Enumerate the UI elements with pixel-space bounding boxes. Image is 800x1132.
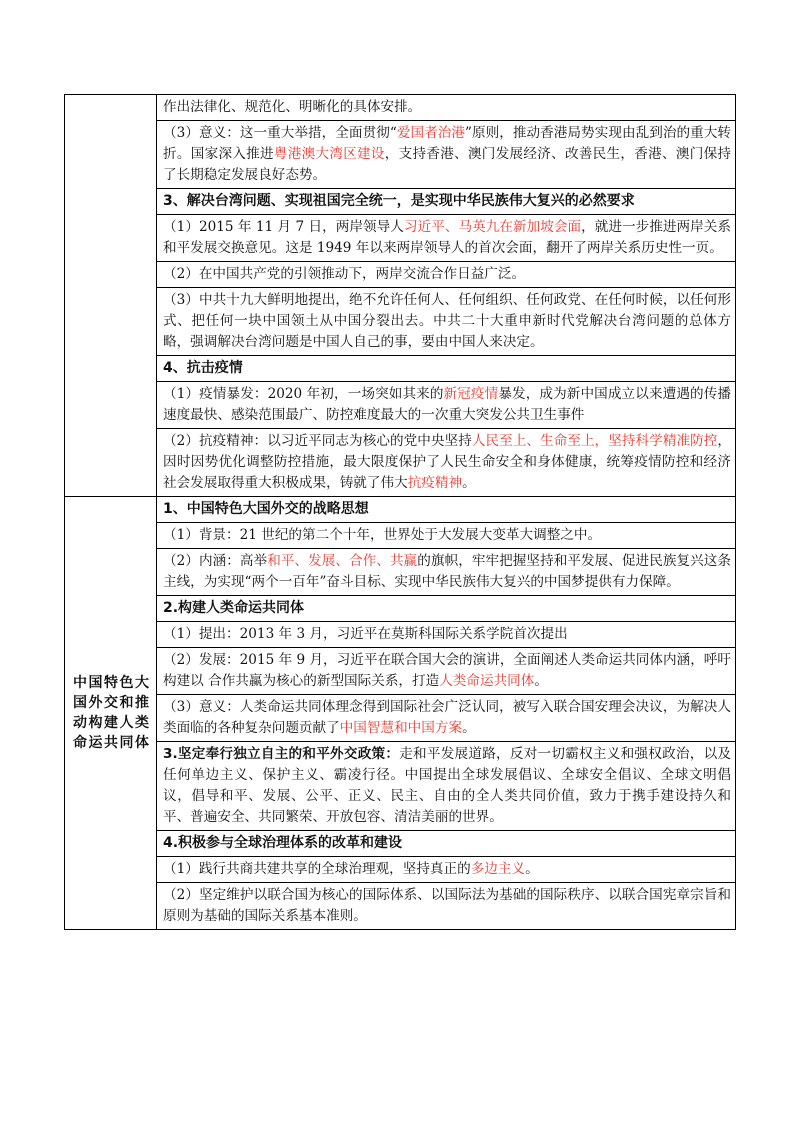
content-paragraph xyxy=(157,428,735,496)
highlight-text: 中国智慧和中国方案 xyxy=(339,720,463,736)
highlight-text: 新冠疫情 xyxy=(443,386,499,402)
section-content-cell xyxy=(157,95,736,497)
content-paragraph xyxy=(157,694,735,741)
section-heading xyxy=(157,830,735,856)
section-row xyxy=(65,497,736,930)
section-heading xyxy=(157,188,735,214)
section-label-cell xyxy=(65,95,157,497)
text-run: 。 xyxy=(525,861,539,877)
text-run: （2）内涵：高举 xyxy=(163,553,268,569)
highlight-text: 人类命运共同体 xyxy=(439,673,535,689)
text-run: 暴发，成为新中国成立以来遭遇的传播速度最快、感染范围最广、防控难度最大的一次重大突发公共卫生事件 xyxy=(163,386,732,423)
text-run: ”原则，推动香港局势实现由乱到治的重大转折。国家深入推进 xyxy=(163,125,731,162)
content-paragraph xyxy=(157,287,735,355)
highlight-text: 粤港澳大湾区建设 xyxy=(273,146,385,162)
content-paragraph xyxy=(157,261,735,287)
section-heading xyxy=(157,355,735,381)
section-heading xyxy=(157,497,735,522)
highlight-text: 和平、发展、合作、共赢 xyxy=(267,553,418,569)
text-run: （1）背景：21 世纪的第二个十年，世界处于大发展大变革大调整之中。 xyxy=(163,527,602,543)
content-paragraph xyxy=(157,95,735,120)
text-run: （1）疫情暴发：2020 年初，一场突如其来的 xyxy=(163,386,444,402)
text-run: ，因时因势优化调整防控措施，最大限度保护了人民生命安全和身体健康，统筹疫情防控和经济社会发展取得重大积极成果，铸就了伟大 xyxy=(163,433,732,491)
content-paragraph xyxy=(157,621,735,647)
section-rows xyxy=(157,497,735,929)
section-row xyxy=(65,95,736,497)
text-run: 1、中国特色大国外交的战略思想 xyxy=(163,501,369,517)
content-paragraph xyxy=(157,522,735,548)
content-paragraph xyxy=(157,548,735,595)
highlight-text: 人民至上、生命至上，坚持科学精准防控 xyxy=(471,433,718,449)
content-paragraph xyxy=(157,120,735,188)
text-run: ，就进一步推进两岸关系和平发展交换意见。这是 1949 年以来两岸领导人的首次会面，翻开了两岸关系历史性一页。 xyxy=(163,219,732,256)
highlight-text: 习近平、马英九在新加坡会面 xyxy=(403,219,582,235)
section-label: 中国特色大国外交和推动构建人类命运共同体 xyxy=(73,675,150,751)
content-paragraph xyxy=(157,856,735,882)
text-run: 。 xyxy=(534,673,548,689)
text-run: 4、抗击疫情 xyxy=(163,360,243,376)
text-run: 3、解决台湾问题、实现祖国完全统一，是实现中华民族伟大复兴的必然要求 xyxy=(163,193,635,209)
text-run: （1）2015 年 11 月 7 日，两岸领导人 xyxy=(163,219,404,235)
text-run: 。 xyxy=(462,475,476,491)
content-paragraph xyxy=(157,381,735,428)
section-label-cell xyxy=(65,497,157,930)
content-paragraph xyxy=(157,214,735,261)
content-paragraph xyxy=(157,741,735,830)
highlight-text: 多边主义 xyxy=(470,861,526,877)
section-heading xyxy=(157,595,735,621)
section-content-cell xyxy=(157,497,736,930)
text-run: （1）提出：2013 年 3 月，习近平在莫斯科国际关系学院首次提出 xyxy=(163,626,568,642)
text-run: 作出法律化、规范化、明晰化的具体安排。 xyxy=(163,99,422,115)
text-run: 2.构建人类命运共同体 xyxy=(163,600,305,616)
text-run: （2）抗疫精神：以习近平同志为核心的党中央坚持 xyxy=(163,433,472,449)
text-run: ，支持香港、澳门发展经济、改善民生，香港、澳门保持了长期稳定发展良好态势。 xyxy=(163,146,732,183)
text-run: （3）中共十九大鲜明地提出，绝不允许任何人、任何组织、任何政党、在任何时候，以任何形式、把任何一块中国领土从中国分裂出去。中共二十大重申新时代党解决台湾问题的总体方略，强调解决台湾问题是中国人自己的事，要由中国人来决定。 xyxy=(163,292,731,350)
text-run: 走和平发展道路，反对一切霸权主义和强权政治，以及任何单边主义、保护主义、霸凌行径。中国提出全球发展倡议、全球安全倡议、全球文明倡议，倡导和平、发展、公平、正义、民主、自由的全人类共同价值，致力于携手建设持久和平、普遍安全、共同繁荣、开放包容、清洁美丽的世界。 xyxy=(163,746,732,825)
text-run: 3.坚定奉行独立自主的和平外交政策： xyxy=(163,746,400,762)
text-run: （2）在中国共产党的引领推动下，两岸交流合作日益广泛。 xyxy=(163,266,526,282)
content-paragraph xyxy=(157,882,735,929)
text-run: 的旗帜，牢牢把握坚持和平发展、促进民族复兴这条主线，为实现“两个一百年”奋斗目标、实现中华民族伟大复兴的中国梦提供有力保障。 xyxy=(163,553,732,590)
text-run: （2）发展：2015 年 9 月，习近平在联合国大会的演讲，全面阐述人类命运共同体内涵，呼吁构建以 合作共赢为核心的新型国际关系，打造 xyxy=(163,652,731,689)
section-rows xyxy=(157,95,735,496)
text-run: 4.积极参与全球治理体系的改革和建设 xyxy=(163,835,403,851)
text-run: 。 xyxy=(462,720,476,736)
highlight-text: 爱国者治港 xyxy=(396,125,465,141)
content-table xyxy=(64,94,736,930)
highlight-text: 抗疫精神 xyxy=(407,475,463,491)
text-run: （3）意义：人类命运共同体理念得到国际社会广泛认同，被写入联合国安理会决议，为解决人类面临的各种复杂问题贡献了 xyxy=(163,699,731,736)
text-run: （2）坚定维护以联合国为核心的国际体系、以国际法为基础的国际秩序、以联合国宪章宗旨和原则为基础的国际关系基本准则。 xyxy=(163,887,731,924)
text-run: （3）意义：这一重大举措，全面贯彻“ xyxy=(163,125,397,141)
content-paragraph xyxy=(157,647,735,694)
text-run: （1）践行共商共建共享的全球治理观，坚持真正的 xyxy=(163,861,471,877)
